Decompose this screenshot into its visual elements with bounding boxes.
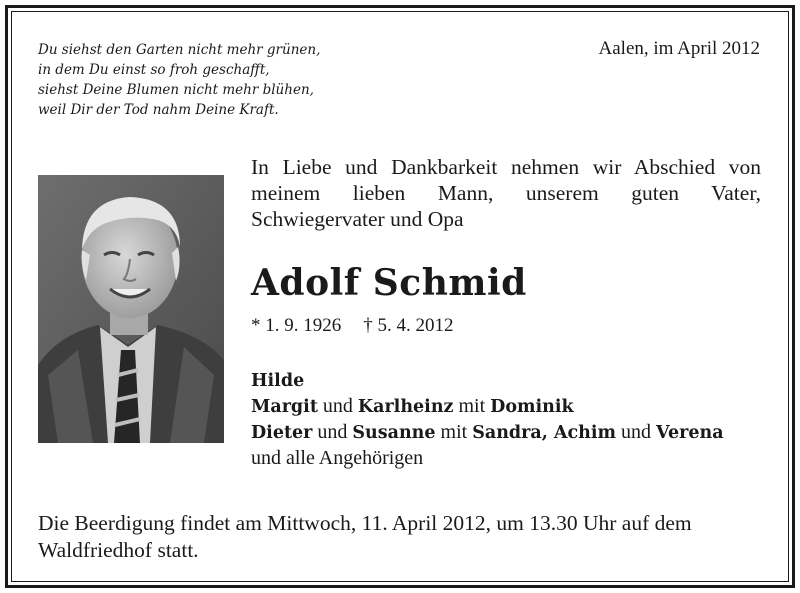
poem-line: Du siehst den Garten nicht mehr grünen, [38,42,321,58]
birth-date: * 1. 9. 1926 [251,315,342,336]
poem-line: weil Dir der Tod nahm Deine Kraft. [38,102,279,118]
mourner-name: Verena [656,423,724,443]
mourner-line [251,420,724,446]
mourners-list [251,368,724,471]
mourner-name: Dominik [490,397,574,417]
mourner-line [251,394,724,420]
poem-line: siehst Deine Blumen nicht mehr blühen, [38,82,314,98]
portrait-photo-icon [38,175,224,443]
connector-text: und [312,421,353,443]
mourner-line: und alle Angehörigen [251,447,424,469]
life-dates [251,315,454,337]
mourner-name: Karlheinz [357,397,454,417]
mourner-line [251,368,724,394]
place-date-line: Aalen, im April 2012 [598,38,760,59]
connector-text: und [317,395,358,417]
mourner-name: Dieter [251,423,313,443]
connector-text: und [616,421,657,443]
mourner-name: Margit [251,397,318,417]
mourner-name: Hilde [251,371,305,391]
funeral-announcement: Die Beerdigung findet am Mittwoch, 11. April 2012, um 13.30 Uhr auf dem Waldfriedhof statt. [38,511,692,562]
memorial-poem [38,40,320,120]
death-date: † 5. 4. 2012 [363,315,454,336]
farewell-intro-text: In Liebe und Dankbarkeit nehmen wir Abschied von meinem lieben Mann, unserem guten Vater, Schwiegervater und Opa [251,155,761,231]
poem-line: in dem Du einst so froh geschafft, [38,62,270,78]
connector-text: mit [453,395,491,417]
mourner-name: Susanne [352,423,436,443]
connector-text: mit [435,421,473,443]
mourner-name: Sandra, Achim [472,423,617,443]
deceased-name: Adolf Schmid [251,262,527,304]
